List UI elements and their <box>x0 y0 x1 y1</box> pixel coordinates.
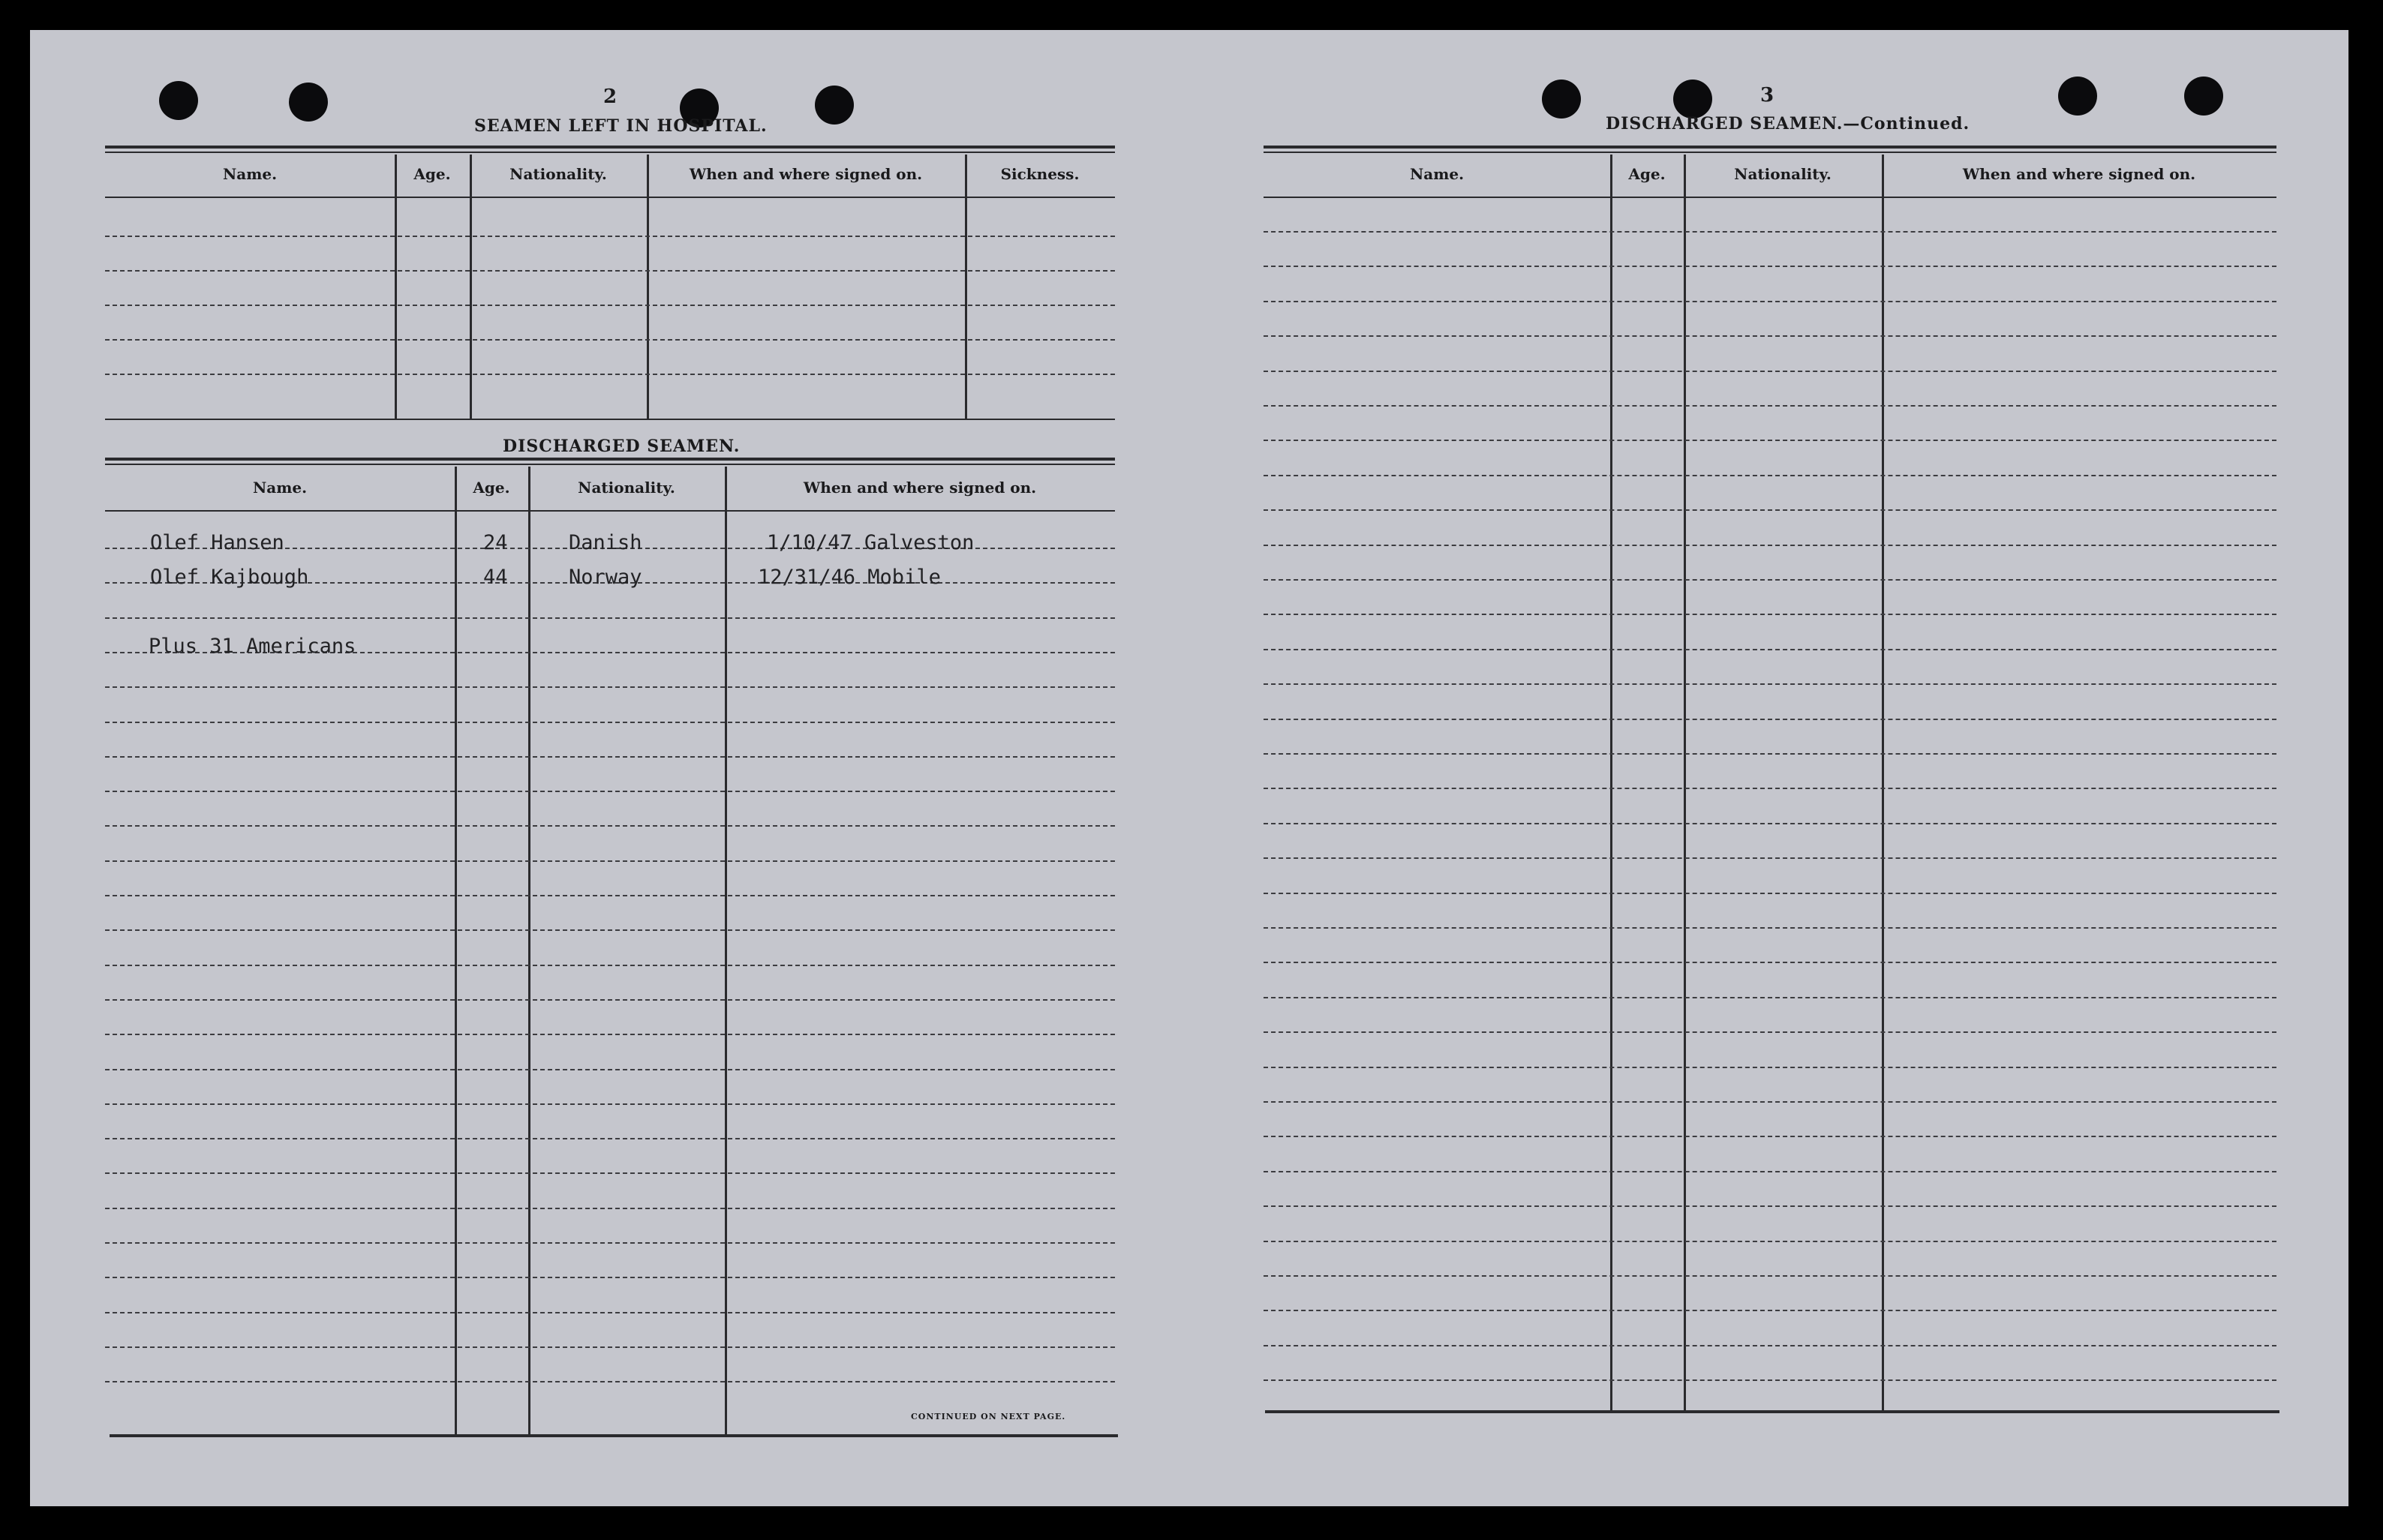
right-header-name: Name. <box>1409 165 1465 183</box>
discharged-header-signed-on: When and where signed on. <box>803 479 1037 497</box>
hospital-header-age: Age. <box>413 165 451 183</box>
hospital-column-divider <box>470 155 472 420</box>
ruled-line <box>1264 823 2276 824</box>
ruled-line <box>1264 545 2276 546</box>
ruled-line <box>1264 997 2276 998</box>
discharged-bottom-rule <box>110 1434 1118 1437</box>
discharged-continued-title: DISCHARGED SEAMEN.—Continued. <box>1606 114 1970 134</box>
hospital-column-divider <box>395 155 397 420</box>
right-header-signed-on: When and where signed on. <box>1962 165 2196 183</box>
right-header-rule <box>1264 197 2276 198</box>
ruled-line <box>1264 683 2276 685</box>
right-column-divider <box>1882 155 1884 1412</box>
ruled-line <box>105 791 1115 792</box>
hospital-section-title: SEAMEN LEFT IN HOSPITAL. <box>474 116 768 136</box>
continued-note: CONTINUED ON NEXT PAGE. <box>911 1412 1066 1421</box>
ruled-line <box>1264 927 2276 929</box>
discharged-column-divider <box>455 467 457 1434</box>
ruled-line <box>105 1381 1115 1382</box>
ruled-line <box>1264 1101 2276 1103</box>
discharged-header-nationality: Nationality. <box>578 479 675 497</box>
ruled-line <box>105 722 1115 723</box>
ruled-line <box>1264 614 2276 615</box>
ruled-line <box>105 895 1115 896</box>
page-number-left: 2 <box>603 86 618 108</box>
ruled-line <box>105 1346 1115 1348</box>
ruled-line <box>1264 962 2276 963</box>
ruled-line <box>1264 1031 2276 1033</box>
ruled-line <box>1264 857 2276 859</box>
ruled-line <box>1264 1379 2276 1381</box>
hospital-column-divider <box>647 155 649 420</box>
seaman-signed-on: 12/31/46 Mobile <box>758 566 941 589</box>
ruled-line <box>1264 753 2276 755</box>
punch-hole <box>2184 77 2223 116</box>
ruled-line <box>1264 1345 2276 1346</box>
americans-note: Plus 31 Americans <box>149 635 356 658</box>
discharged-header-rule <box>105 510 1115 512</box>
ruled-line <box>105 929 1115 931</box>
ruled-line <box>105 305 1115 306</box>
ruled-line <box>105 999 1115 1001</box>
discharged-header-name: Name. <box>252 479 308 497</box>
ruled-line <box>105 756 1115 758</box>
ruled-line <box>105 236 1115 237</box>
ruled-line <box>1264 1310 2276 1311</box>
document-sheet <box>30 30 2348 1506</box>
ruled-line <box>1264 440 2276 441</box>
ruled-line <box>1264 1067 2276 1068</box>
punch-hole <box>2058 77 2097 116</box>
hospital-header-nationality: Nationality. <box>509 165 607 183</box>
ruled-line <box>105 1277 1115 1278</box>
ruled-line <box>1264 231 2276 233</box>
ruled-line <box>1264 719 2276 720</box>
page-number-right: 3 <box>1760 84 1774 107</box>
ruled-line <box>105 1172 1115 1174</box>
discharged-section-title: DISCHARGED SEAMEN. <box>503 437 741 456</box>
ruled-line <box>105 374 1115 375</box>
ruled-line <box>1264 1171 2276 1172</box>
ruled-line <box>1264 1205 2276 1207</box>
ruled-line <box>1264 371 2276 372</box>
right-top-rule <box>1264 146 2276 149</box>
right-header-age: Age. <box>1628 165 1666 183</box>
punch-hole <box>1673 80 1712 119</box>
discharged-column-divider <box>528 467 530 1434</box>
seaman-nationality: Norway <box>569 566 642 589</box>
ruled-line <box>105 1069 1115 1070</box>
ruled-line <box>105 1034 1115 1035</box>
right-bottom-rule <box>1265 1410 2279 1413</box>
seaman-nationality: Danish <box>569 531 642 554</box>
discharged-top-rule <box>105 458 1115 461</box>
punch-hole <box>289 83 328 122</box>
ruled-line <box>1264 1136 2276 1137</box>
right-column-divider <box>1610 155 1612 1412</box>
ruled-line <box>1264 1241 2276 1242</box>
ruled-line <box>105 686 1115 688</box>
hospital-column-divider <box>965 155 967 420</box>
punch-hole <box>1542 80 1581 119</box>
seaman-age: 44 <box>483 566 508 589</box>
seaman-name: Olef Hansen <box>150 531 284 554</box>
ruled-line <box>1264 475 2276 476</box>
discharged-column-divider <box>725 467 727 1434</box>
hospital-bottom-rule <box>105 419 1115 420</box>
ruled-line <box>105 1208 1115 1209</box>
seaman-age: 24 <box>483 531 508 554</box>
ruled-line <box>105 825 1115 827</box>
ruled-line <box>105 1242 1115 1244</box>
ruled-line <box>105 860 1115 862</box>
ruled-line <box>1264 301 2276 302</box>
discharged-header-age: Age. <box>473 479 510 497</box>
hospital-header-name: Name. <box>222 165 278 183</box>
ruled-line <box>1264 788 2276 789</box>
ruled-line <box>1264 266 2276 267</box>
seaman-signed-on: 1/10/47 Galveston <box>767 531 975 554</box>
ruled-line <box>105 270 1115 272</box>
ruled-line <box>105 1312 1115 1313</box>
right-header-nationality: Nationality. <box>1734 165 1832 183</box>
ruled-line <box>1264 1275 2276 1277</box>
ruled-line <box>1264 649 2276 650</box>
ruled-line <box>105 1103 1115 1105</box>
ruled-line <box>105 1138 1115 1139</box>
ruled-line <box>1264 893 2276 894</box>
hospital-top-rule <box>105 152 1115 153</box>
punch-hole <box>159 81 198 120</box>
punch-hole <box>815 86 854 125</box>
right-column-divider <box>1684 155 1686 1412</box>
hospital-top-rule <box>105 146 1115 149</box>
ruled-line <box>105 339 1115 341</box>
ruled-line <box>1264 509 2276 511</box>
seaman-name: Olef Kajbough <box>150 566 309 589</box>
ruled-line <box>1264 335 2276 337</box>
hospital-header-sickness: Sickness. <box>1000 165 1080 183</box>
hospital-header-rule <box>105 197 1115 198</box>
ruled-line <box>1264 579 2276 581</box>
discharged-top-rule <box>105 464 1115 465</box>
right-top-rule <box>1264 152 2276 153</box>
ruled-line <box>1264 405 2276 407</box>
hospital-header-signed-on: When and where signed on. <box>689 165 923 183</box>
ruled-line <box>105 617 1115 619</box>
ruled-line <box>105 965 1115 966</box>
